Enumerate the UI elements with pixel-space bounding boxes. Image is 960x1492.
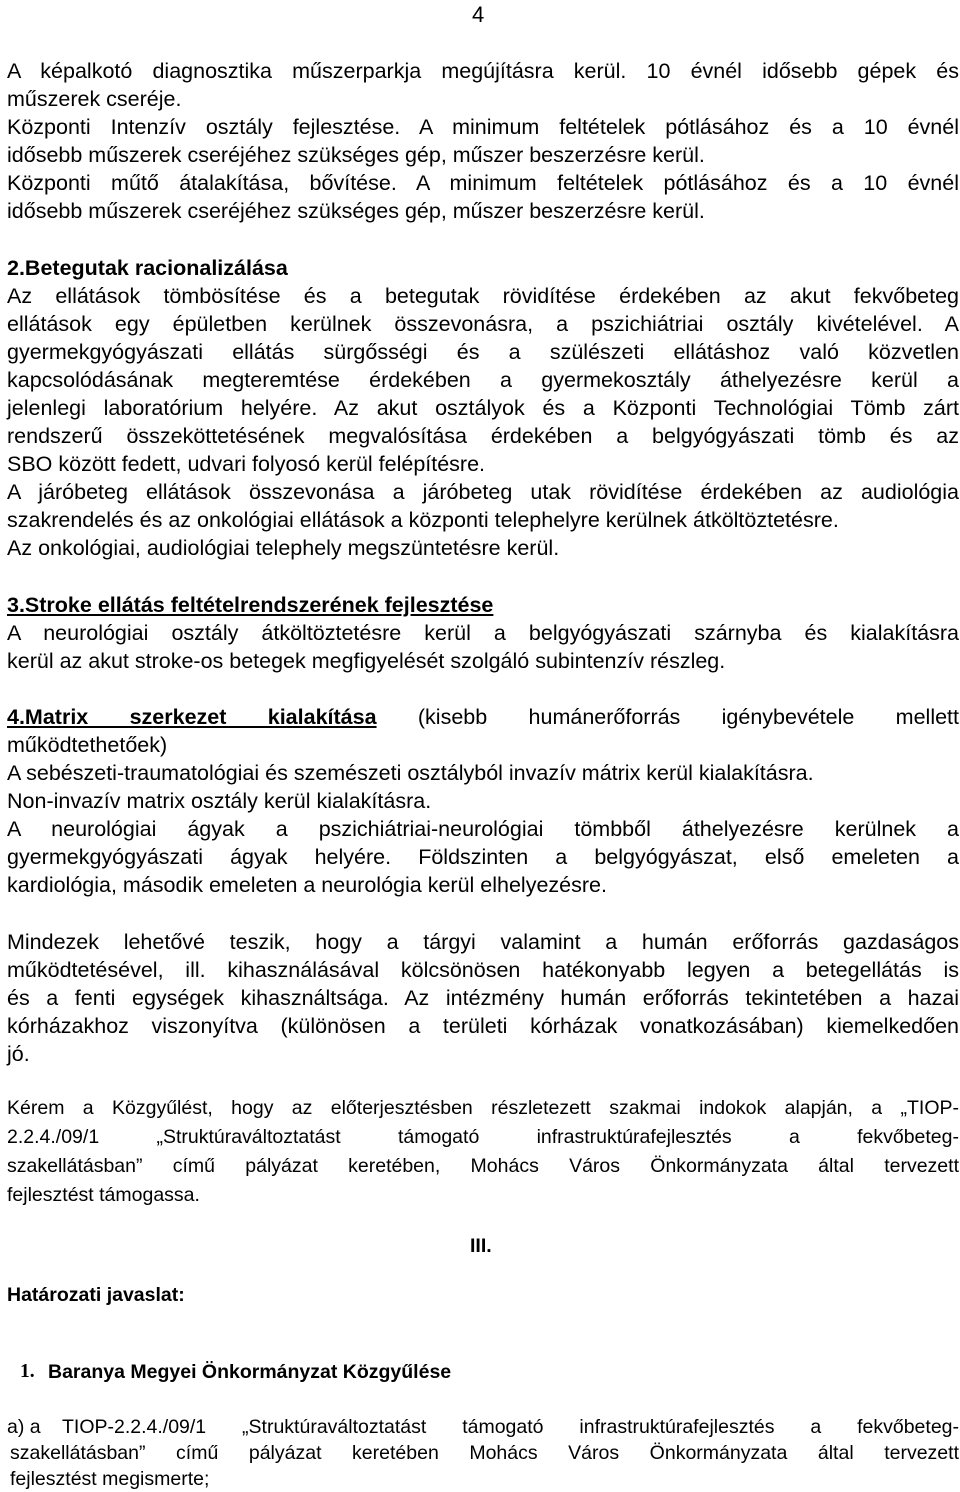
- section-heading: 4.Matrix szerkezet kialakítása: [7, 705, 377, 729]
- text-line: fejlesztést támogassa.: [7, 1184, 200, 1206]
- text-line: gyermekgyógyászati ágyak helyére. Földszinten a belgyógyászat, első emeleten a: [7, 845, 959, 869]
- text-line: működtethetőek): [7, 733, 168, 757]
- text-line: szakellátásban” című pályázat keretében Mohács Város Önkormányzata által tervezett: [10, 1442, 959, 1464]
- text-line: A sebészeti-traumatológiai és szemészeti osztályból invazív mátrix kerül kialakításra.: [7, 761, 814, 785]
- text-line: idősebb műszerek cseréjéhez szükséges gép, műszer beszerzésre kerül.: [7, 143, 705, 167]
- section-stroke: [7, 591, 959, 675]
- text-line: SBO között fedett, udvari folyosó kerül felépítésre.: [7, 452, 486, 476]
- text-line: TIOP-2.2.4./09/1 „Struktúraváltoztatást támogató infrastruktúrafejlesztés a fekvőbeteg-: [62, 1416, 959, 1438]
- text-line: kapcsolódásának megteremtése érdekében a gyermekosztály áthelyezésre kerül a: [7, 368, 959, 392]
- text-line: gyermekgyógyászati ellátás sürgősségi és a szülészeti ellátáshoz való közvetlen: [7, 340, 959, 364]
- section-matrix: [7, 703, 959, 899]
- text-line: jelenlegi laboratórium helyére. Az akut osztályok és a Központi Technológiai Tömb zárt: [7, 396, 959, 420]
- section-heading: 3.Stroke ellátás feltételrendszerének fejlesztése: [7, 593, 494, 617]
- text-line: szakrendelés és az onkológiai ellátások a központi telephelyre kerülnek átköltöztetésre.: [7, 508, 839, 532]
- text-line: Központi műtő átalakítása, bővítése. A minimum feltételek pótlásához és a 10 évnél: [7, 171, 959, 195]
- text-line: Kérem a Közgyűlést, hogy az előterjesztésben részletezett szakmai indokok alapján, a „TIOP-: [7, 1097, 959, 1119]
- page-number: 4: [472, 2, 485, 27]
- intro-paragraph: [7, 57, 959, 225]
- text-line: műszerek cseréje.: [7, 87, 182, 111]
- text-line: kardiológia, második emeleten a neurológia kerül elhelyezésre.: [7, 873, 607, 897]
- text-line: Központi Intenzív osztály fejlesztése. A minimum feltételek pótlásához és a 10 évnél: [7, 115, 959, 139]
- text-line: működtetésével, ill. kihasználásával kölcsönösen hatékonyabb legyen a betegellátás is: [7, 958, 959, 982]
- text-line: Non-invazív matrix osztály kerül kialakításra.: [7, 789, 432, 813]
- section-heading-line: [7, 703, 959, 731]
- text-line: kórházakhoz viszonyítva (különösen a területi kórházak vonatkozásában) kiemelkedően: [7, 1014, 959, 1038]
- section-heading: 2.Betegutak racionalizálása: [7, 256, 288, 280]
- summary-paragraph: [7, 928, 959, 1068]
- text-line: fejlesztést megismerte;: [10, 1468, 210, 1490]
- text-line: rendszerű összeköttetésének megvalósítása érdekében a belgyógyászati tömb és az: [7, 424, 959, 448]
- text-line: kerül az akut stroke-os betegek megfigyelését szolgáló subintenzív részleg.: [7, 649, 726, 673]
- text-line: A neurológiai ágyak a pszichiátriai-neurológiai tömbből áthelyezésre kerülnek a: [7, 817, 959, 841]
- section-betegutak: [7, 254, 959, 562]
- text-line: A járóbeteg ellátások összevonása a járóbeteg utak rövidítése érdekében az audiológia: [7, 480, 959, 504]
- text-line: Az ellátások tömbösítése és a betegutak rövidítése érdekében az akut fekvőbeteg: [7, 284, 959, 308]
- text-line: Mindezek lehetővé teszik, hogy a tárgyi valamint a humán erőforrás gazdaságos: [7, 930, 959, 954]
- text-line: A neurológiai osztály átköltöztetésre kerül a belgyógyászati szárnyba és kialakításra: [7, 621, 959, 645]
- text-line: idősebb műszerek cseréjéhez szükséges gép, műszer beszerzésre kerül.: [7, 199, 705, 223]
- section-heading-suffix: (kisebb humánerőforrás igénybevétele mellett: [376, 705, 960, 729]
- request-paragraph: [7, 1094, 959, 1210]
- text-line: és a fenti egységek kihasználtsága. Az intézmény humán erőforrás tekintetében a hazai: [7, 986, 959, 1010]
- text-line: jó.: [7, 1042, 30, 1066]
- resolution-heading: Határozati javaslat:: [7, 1284, 185, 1306]
- point-label: a) a: [7, 1416, 41, 1438]
- text-line: A képalkotó diagnosztika műszerparkja megújításra kerül. 10 évnél idősebb gépek és: [7, 59, 959, 83]
- text-line: 2.2.4./09/1 „Struktúraváltoztatást támogató infrastruktúrafejlesztés a fekvőbeteg-: [7, 1126, 959, 1148]
- text-line: ellátások egy épületben kerülnek összevonásra, a pszichiátriai osztály kivételével. A: [7, 312, 959, 336]
- decision-number: 1.: [20, 1361, 35, 1382]
- text-line: Az onkológiai, audiológiai telephely megszüntetésre kerül.: [7, 536, 560, 560]
- section-roman-numeral: III.: [470, 1235, 492, 1257]
- decision-title: Baranya Megyei Önkormányzat Közgyűlése: [48, 1361, 452, 1383]
- text-line: szakellátásban” című pályázat keretében, Mohács Város Önkormányzata által tervezett: [7, 1155, 959, 1177]
